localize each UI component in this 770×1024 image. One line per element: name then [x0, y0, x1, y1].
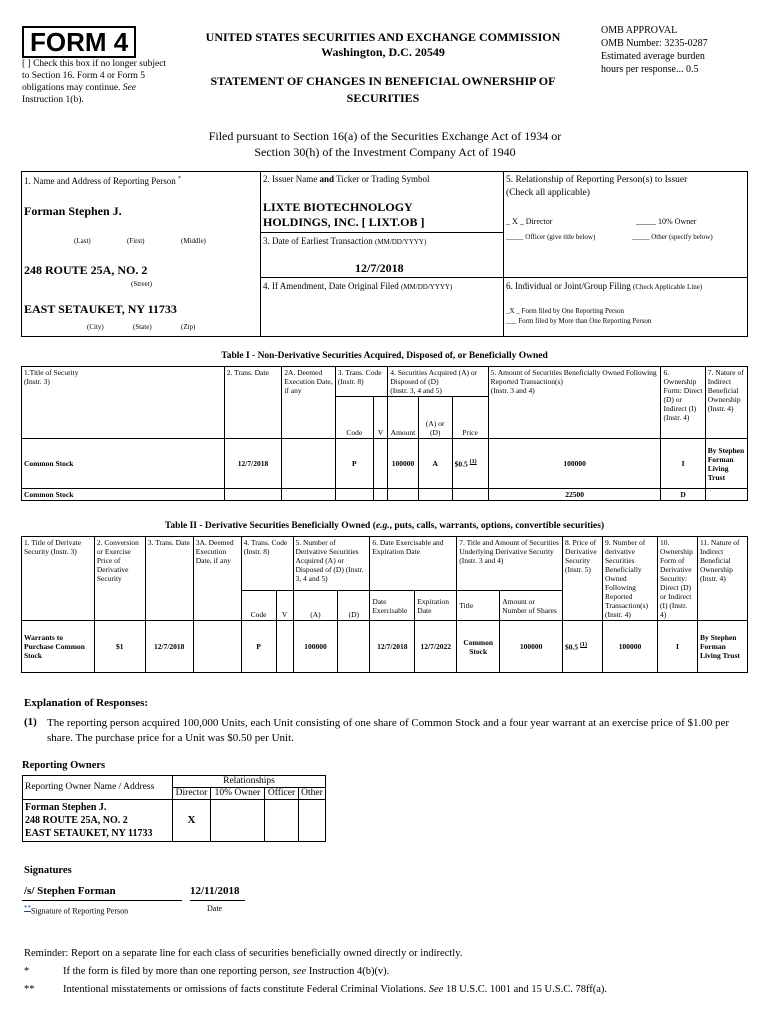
box5-label-2: (Check all applicable)	[506, 188, 590, 198]
t1-r0-date: 12/7/2018	[224, 439, 282, 489]
t2-sub-a: (A)	[293, 591, 338, 621]
t2-h-nature: 11. Nature of Indirect Beneficial Ownership (Instr. 4)	[697, 537, 747, 621]
check-box-see: See	[122, 83, 136, 93]
t2-r0-underlying-title: Common Stock	[457, 621, 500, 673]
t2-r0-code: P	[241, 621, 276, 673]
box1-label	[24, 176, 181, 186]
last-label: (Last)	[74, 237, 91, 245]
agency-name: UNITED STATES SECURITIES AND EXCHANGE COMMISSION	[205, 30, 561, 44]
t2-h-conv: 2. Conversion or Exercise Price of Derivative Security	[94, 537, 145, 621]
director-option: _ X _ Director	[506, 217, 553, 226]
t2-h-form: 10. Ownership Form of Derivative Security: Direct (D) or Indirect (I) (Instr. 4)	[657, 537, 697, 621]
more-person-option: ___ Form filed by More than One Reporting Person	[506, 317, 652, 325]
table2-title: Table II - Derivative Securities Beneficially Owned (e.g., puts, calls, warrants, options, convertible securities)	[164, 521, 605, 531]
t1-r0-nature: By Stephen Forman Living Trust	[705, 439, 747, 489]
signature-label: **Signature of Reporting Person	[24, 904, 129, 916]
box5-label-1: 5. Relationship of Reporting Person(s) to Issuer	[506, 175, 688, 185]
explanation-number: (1)	[24, 716, 37, 728]
date-label: Date	[207, 904, 223, 913]
box2-label-and: and	[319, 174, 334, 184]
issuer-line-2: HOLDINGS, INC. [ LIXT.OB ]	[263, 215, 425, 229]
t1-r1-price	[452, 489, 488, 501]
t1-h-code: 3. Trans. Code (Instr. 8)	[335, 367, 387, 397]
box3-label-format: (MM/DD/YYYY)	[374, 238, 427, 246]
owner-info: Forman Stephen J. 248 ROUTE 25A, NO. 2 EAST SETAUKET, NY 11733	[23, 800, 173, 842]
t1-sub-amount: Amount	[388, 397, 418, 439]
explanation-text: The reporting person acquired 100,000 Units, each Unit consisting of one share of Common Stock and a four year warrant at an exercise price of $1.00 per share. The purchase price for a Unit was $0.50 per Unit.	[47, 717, 730, 744]
owner-officer-mark	[265, 800, 299, 842]
t1-r1-deemed	[282, 489, 336, 501]
t1-r1-title: Common Stock	[22, 489, 225, 501]
t2-h-price: 8. Price of Derivative Security (Instr. 5)	[563, 537, 603, 621]
agency-location: Washington, D.C. 20549	[321, 45, 445, 59]
box6-label-note: (Check Applicable Line)	[633, 283, 703, 291]
t1-sub-v: V	[373, 397, 387, 439]
check-box-note	[22, 58, 172, 106]
t1-sub-aord: (A) or (D)	[418, 397, 452, 439]
box4-label	[263, 281, 452, 291]
box1-label-text: 1. Name and Address of Reporting Person	[24, 176, 176, 186]
t2-r0-expiration: 12/7/2022	[415, 621, 457, 673]
t2-r0-date: 12/7/2018	[145, 621, 193, 673]
t2-r0-d	[338, 621, 370, 673]
t2-r0-deemed	[193, 621, 241, 673]
t2-h-code: 4. Trans. Code (Instr. 8)	[241, 537, 293, 591]
t2-sub-title: Title	[457, 591, 500, 621]
t1-h-deemed: 2A. Deemed Execution Date, if any	[282, 367, 336, 439]
t1-h-title: 1.Title of Security (Instr. 3)	[22, 367, 225, 439]
t1-r1-aord	[418, 489, 452, 501]
filed-pursuant	[0, 128, 770, 160]
box6-label	[506, 281, 702, 291]
owners-col-officer: Officer	[265, 788, 299, 800]
t1-h-owned: 5. Amount of Securities Beneficially Owned Following Reported Transaction(s) (Instr. 3 and 4)	[488, 367, 661, 439]
box3-label	[263, 236, 426, 246]
t2-h-underlying: 7. Title and Amount of Securities Underlying Derivative Security (Instr. 3 and 4)	[457, 537, 563, 591]
t2-sub-d: (D)	[338, 591, 370, 621]
t2-h-deemed: 3A. Deemed Execution Date, if any	[193, 537, 241, 621]
signatures-heading: Signatures	[24, 865, 72, 876]
street-label: (Street)	[131, 280, 152, 288]
t2-h-owned: 9. Number of derivative Securities Beneficially Owned Following Reported Transaction(s) (Instr. 4)	[603, 537, 658, 621]
t1-r1-v	[373, 489, 387, 501]
ten-percent-option: _____ 10% Owner	[636, 217, 697, 226]
t2-r0-underlying-amount: 100000	[500, 621, 563, 673]
owners-col-other: Other	[299, 788, 326, 800]
footnote-star: *	[24, 966, 30, 977]
t2-h-date: 3. Trans. Date	[145, 537, 193, 621]
t1-r1-form: D	[661, 489, 705, 501]
first-label: (First)	[127, 237, 145, 245]
t1-h-date: 2. Trans. Date	[224, 367, 282, 439]
owners-heading: Reporting Owners	[22, 760, 106, 771]
table-row	[22, 489, 748, 501]
t2-r0-a: 100000	[293, 621, 338, 673]
owners-table	[22, 775, 326, 842]
state-label: (State)	[133, 323, 152, 331]
box3-label-text: 3. Date of Earliest Transaction	[263, 236, 373, 246]
issuer-line-1: LIXTE BIOTECHNOLOGY	[263, 200, 413, 214]
t1-r1-nature	[705, 489, 747, 501]
owners-col-relationships: Relationships	[173, 776, 326, 788]
t2-r0-title: Warrants to Purchase Common Stock	[22, 621, 95, 673]
box4-label-format: (MM/DD/YYYY)	[400, 283, 453, 291]
owner-other-mark	[299, 800, 326, 842]
box6-label-text: 6. Individual or Joint/Group Filing	[506, 281, 631, 291]
footnote-1: If the form is filed by more than one reporting person, see Instruction 4(b)(v).	[63, 966, 390, 977]
footnote-double-star: **	[24, 984, 35, 995]
one-person-option: _X _ Form filed by One Reporting Person	[506, 307, 625, 315]
table-row	[22, 439, 748, 489]
statement-title-2: SECURITIES	[346, 91, 420, 105]
box2-label-b: Ticker or Trading Symbol	[336, 174, 430, 184]
officer-option: _____ Officer (give title below)	[506, 233, 596, 241]
t1-r1-amount	[388, 489, 418, 501]
city-label: (City)	[87, 323, 104, 331]
reminder-text: Reminder: Report on a separate line for each class of securities beneficially owned directly or indirectly.	[24, 948, 463, 959]
earliest-transaction-date: 12/7/2018	[355, 261, 404, 275]
t2-sub-v: V	[276, 591, 293, 621]
owners-col-ten: 10% Owner	[211, 788, 265, 800]
t2-r0-form: I	[657, 621, 697, 673]
check-box-text: [ ] Check this box if no longer subject to Section 16. Form 4 or Form 5 obligations may continue.	[22, 59, 167, 93]
t2-r0-owned: 100000	[603, 621, 658, 673]
t1-sub-code: Code	[335, 397, 373, 439]
t2-h-number: 5. Number of Derivative Securities Acquired (A) or Disposed of (D) (Instr. 3, 4 and 5)	[293, 537, 370, 591]
box1-label-mark: *	[177, 176, 181, 182]
table-row	[23, 800, 326, 842]
middle-label: (Middle)	[181, 237, 206, 245]
t1-r0-aord: A	[418, 439, 452, 489]
table1-title: Table I - Non-Derivative Securities Acquired, Disposed of, or Beneficially Owned	[221, 351, 548, 361]
statement-title-1: STATEMENT OF CHANGES IN BENEFICIAL OWNERSHIP OF	[210, 74, 556, 88]
box2-label	[263, 174, 430, 184]
owners-col-name: Reporting Owner Name / Address	[23, 776, 173, 800]
t2-sub-expiration: Expiration Date	[415, 591, 457, 621]
t1-r0-price: $0.5 $^{(1)}$	[452, 439, 488, 489]
t2-r0-conv: $1	[94, 621, 145, 673]
omb-approval	[601, 24, 761, 76]
issuer-name	[263, 200, 424, 230]
signature-date: 12/11/2018	[190, 885, 240, 897]
owner-director-mark: X	[173, 800, 211, 842]
t1-h-nature: 7. Nature of Indirect Beneficial Ownership (Instr. 4)	[705, 367, 747, 439]
reporting-person-name: Forman Stephen J.	[24, 204, 122, 218]
street-value: 248 ROUTE 25A, NO. 2	[24, 263, 148, 277]
city-value: EAST SETAUKET, NY 11733	[24, 302, 177, 316]
t1-h-acquired: 4. Securities Acquired (A) or Disposed of (D) (Instr. 3, 4 and 5)	[388, 367, 488, 397]
omb-burden-2: hours per response... 0.5	[601, 64, 699, 75]
table1	[21, 366, 748, 501]
t1-r0-v	[373, 439, 387, 489]
t2-h-title: 1. Title of Derivate Security (Instr. 3)	[22, 537, 95, 621]
t1-r1-owned: 22500	[488, 489, 661, 501]
t2-sub-amount: Amount or Number of Shares	[500, 591, 563, 621]
omb-title: OMB APPROVAL	[601, 25, 678, 36]
t2-sub-exercisable: Date Exercisable	[370, 591, 415, 621]
t2-h-exercise: 6. Date Exercisable and Expiration Date	[370, 537, 457, 591]
t1-h-form: 6. Ownership Form: Direct (D) or Indirect (I) (Instr. 4)	[661, 367, 705, 439]
t1-r0-owned: 100000	[488, 439, 661, 489]
t2-r0-price: $0.5 $^{(1)}$	[563, 621, 603, 673]
box4-label-text: 4. If Amendment, Date Original Filed	[263, 281, 399, 291]
t2-r0-v	[276, 621, 293, 673]
check-box-instruction: Instruction 1(b).	[22, 95, 84, 105]
explanation-heading: Explanation of Responses:	[24, 697, 149, 709]
omb-burden-1: Estimated average burden	[601, 51, 705, 62]
t1-r0-amount: 100000	[388, 439, 418, 489]
t1-r0-title: Common Stock	[22, 439, 225, 489]
t1-r0-code: P	[335, 439, 373, 489]
t2-r0-nature: By Stephen Forman Living Trust	[697, 621, 747, 673]
t1-sub-price: Price	[452, 397, 488, 439]
t1-r0-form: I	[661, 439, 705, 489]
filed-line-2: Section 30(h) of the Investment Company Act of 1940	[254, 145, 516, 159]
omb-number: OMB Number: 3235-0287	[601, 38, 708, 49]
other-option: _____ Other (specify below)	[632, 233, 713, 241]
table2	[21, 536, 748, 673]
owner-ten-mark	[211, 800, 265, 842]
box2-label-a: 2. Issuer Name	[263, 174, 318, 184]
signer-name: /s/ Stephen Forman	[24, 885, 116, 897]
t2-r0-exercisable: 12/7/2018	[370, 621, 415, 673]
filed-line-1: Filed pursuant to Section 16(a) of the Securities Exchange Act of 1934 or	[208, 129, 562, 143]
t1-r1-date	[224, 489, 282, 501]
table-row	[22, 621, 748, 673]
owners-col-director: Director	[173, 788, 211, 800]
box5-label	[506, 174, 687, 200]
zip-label: (Zip)	[181, 323, 196, 331]
t2-sub-code: Code	[241, 591, 276, 621]
footnote-2: Intentional misstatements or omissions of facts constitute Federal Criminal Violations. See 18 U.S.C. 1001 and 15 U.S.C. 78ff(a).	[63, 984, 608, 995]
t1-r0-deemed	[282, 439, 336, 489]
form-title: FORM 4	[22, 26, 136, 58]
t1-r1-code	[335, 489, 373, 501]
